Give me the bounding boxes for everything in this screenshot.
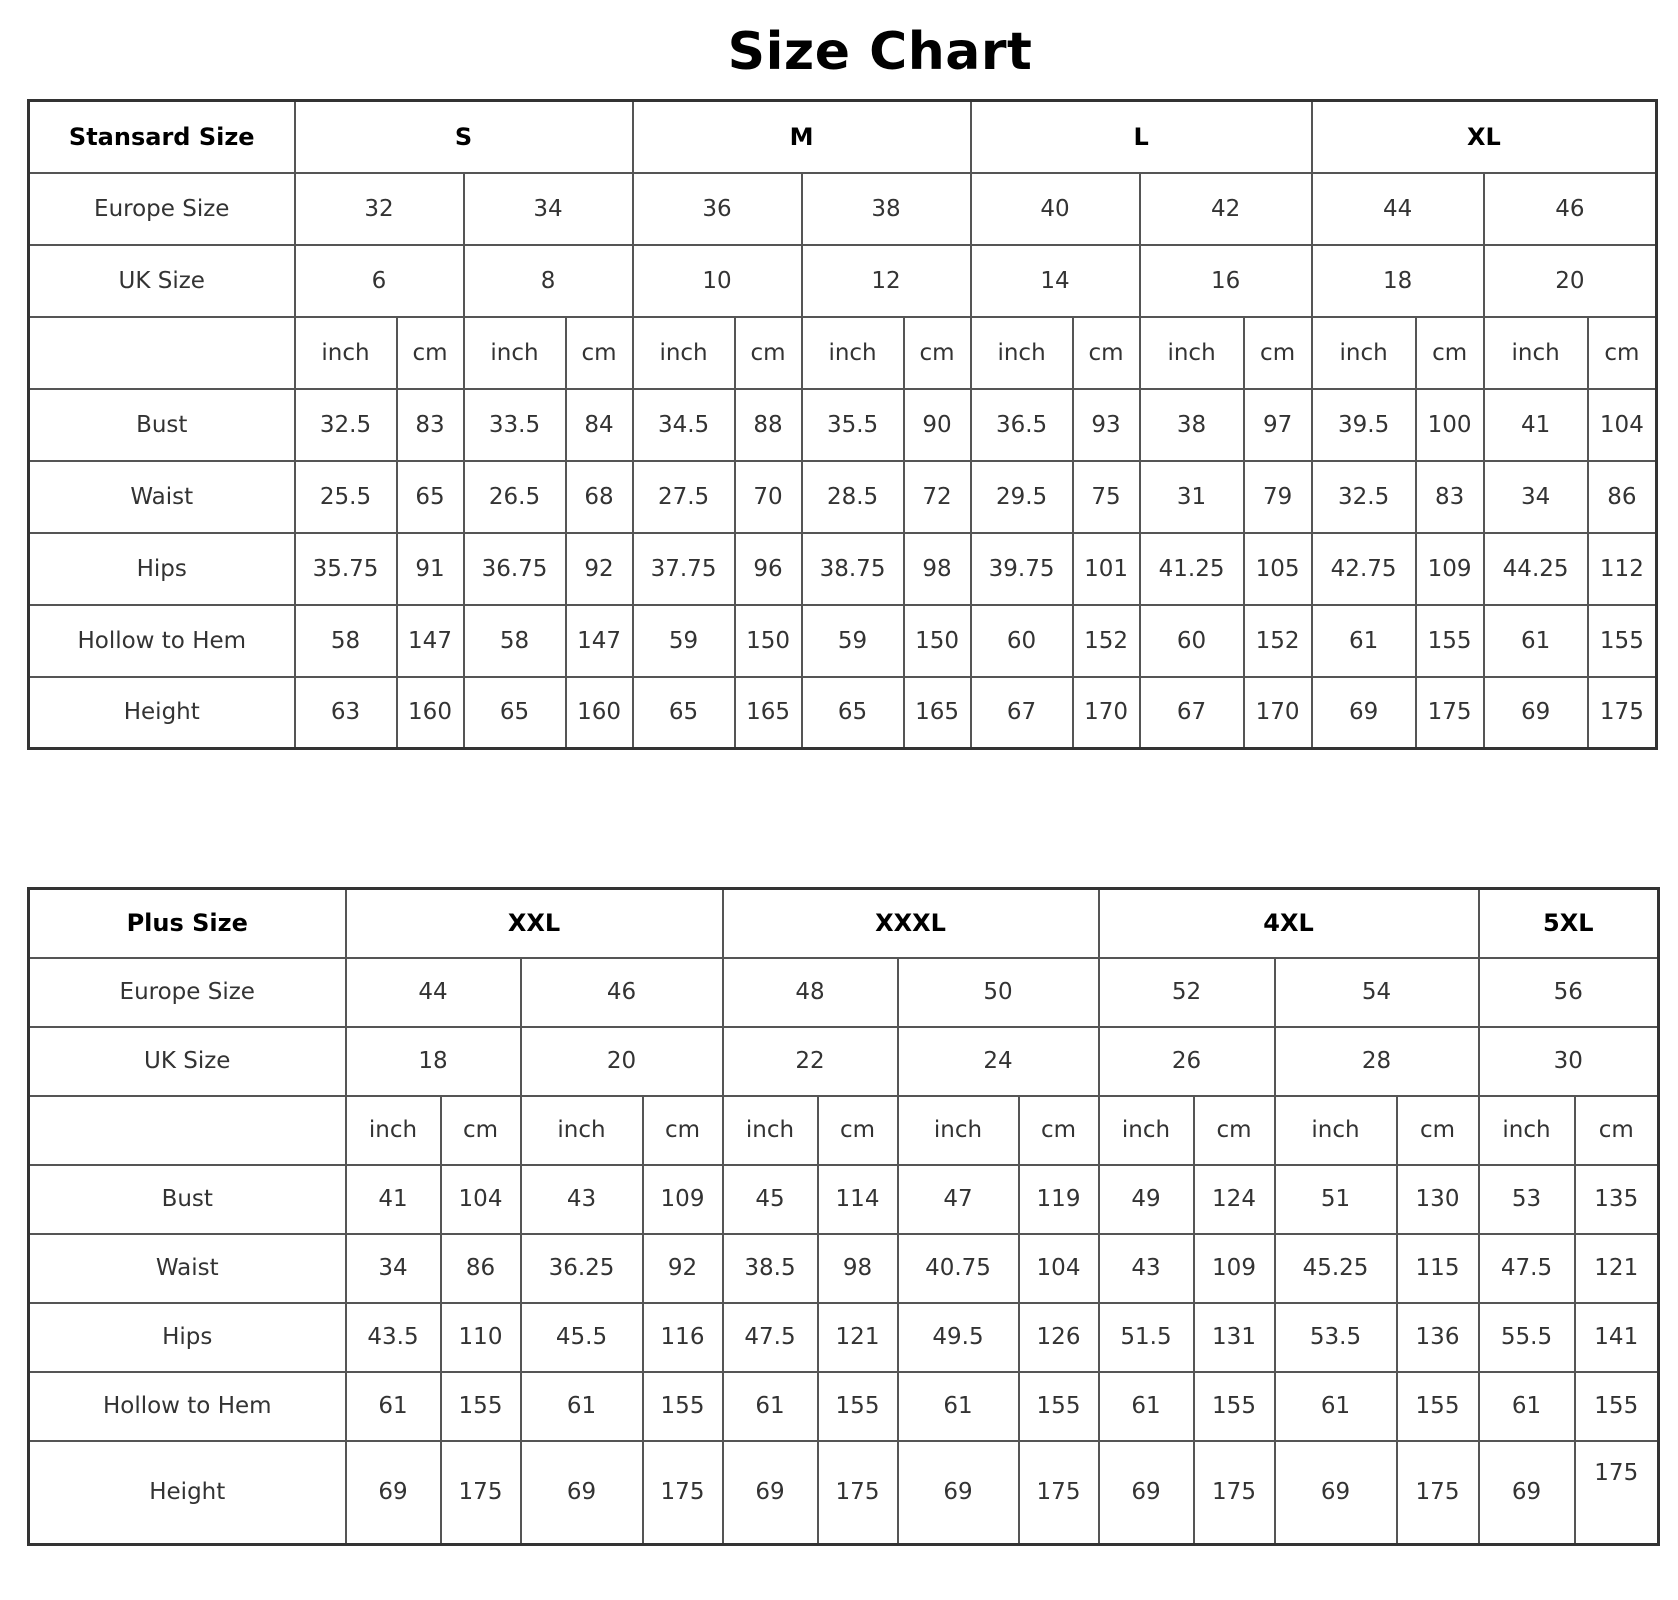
value-cell: 61 <box>1312 605 1416 677</box>
europe-size-row <box>29 173 1657 245</box>
value-cell: 100 <box>1416 389 1484 461</box>
europe-size-cell: 46 <box>1484 173 1657 245</box>
value-cell: 47 <box>898 1165 1019 1234</box>
europe-size-row <box>29 958 1659 1027</box>
value-cell: 47.5 <box>723 1303 818 1372</box>
value-cell: 41 <box>1484 389 1588 461</box>
size-header-row <box>29 889 1659 958</box>
value-cell: 126 <box>1019 1303 1099 1372</box>
value-cell: 61 <box>1099 1372 1194 1441</box>
value-cell: 88 <box>735 389 802 461</box>
value-cell: 152 <box>1244 605 1312 677</box>
unit-cell: cm <box>1397 1096 1479 1165</box>
size-label: 5XL <box>1479 889 1659 958</box>
row-label: Hips <box>29 533 295 605</box>
unit-cell: cm <box>904 317 971 389</box>
value-cell: 175 <box>1416 677 1484 749</box>
value-cell: 155 <box>643 1372 723 1441</box>
value-cell: 49.5 <box>898 1303 1019 1372</box>
row-label: Hollow to Hem <box>29 1372 346 1441</box>
value-cell: 92 <box>643 1234 723 1303</box>
value-cell: 130 <box>1397 1165 1479 1234</box>
value-cell: 61 <box>1484 605 1588 677</box>
value-cell: 43.5 <box>346 1303 441 1372</box>
unit-cell: inch <box>802 317 904 389</box>
europe-size-cell: 54 <box>1275 958 1479 1027</box>
unit-cell: inch <box>1099 1096 1194 1165</box>
value-cell: 101 <box>1073 533 1140 605</box>
value-cell: 45 <box>723 1165 818 1234</box>
value-cell: 35.5 <box>802 389 904 461</box>
value-cell: 61 <box>1479 1372 1575 1441</box>
row-label: Europe Size <box>29 958 346 1027</box>
uk-size-cell: 16 <box>1140 245 1312 317</box>
value-cell: 109 <box>1416 533 1484 605</box>
uk-size-cell: 6 <box>295 245 464 317</box>
unit-cell: cm <box>735 317 802 389</box>
standard-size-table <box>27 99 1658 750</box>
value-cell: 55.5 <box>1479 1303 1575 1372</box>
row-label: Bust <box>29 1165 346 1234</box>
value-cell: 160 <box>566 677 633 749</box>
row-label: Hips <box>29 1303 346 1372</box>
value-cell: 69 <box>1479 1441 1575 1545</box>
value-cell: 65 <box>464 677 566 749</box>
value-cell: 34 <box>346 1234 441 1303</box>
value-cell: 40.75 <box>898 1234 1019 1303</box>
row-label: Waist <box>29 461 295 533</box>
uk-size-row <box>29 245 1657 317</box>
value-cell: 104 <box>1019 1234 1099 1303</box>
europe-size-cell: 32 <box>295 173 464 245</box>
value-cell: 58 <box>295 605 397 677</box>
unit-cell: inch <box>346 1096 441 1165</box>
plus-size-table <box>27 887 1660 1546</box>
value-cell: 59 <box>802 605 904 677</box>
value-cell: 43 <box>1099 1234 1194 1303</box>
value-cell: 175 <box>441 1441 521 1545</box>
unit-cell: inch <box>295 317 397 389</box>
empty-cell <box>29 317 295 389</box>
value-cell: 83 <box>1416 461 1484 533</box>
uk-size-cell: 20 <box>521 1027 723 1096</box>
measurement-row-hollow-to-hem <box>29 605 1657 677</box>
value-cell: 53.5 <box>1275 1303 1397 1372</box>
europe-size-cell: 50 <box>898 958 1099 1027</box>
value-cell: 141 <box>1575 1303 1659 1372</box>
value-cell: 45.5 <box>521 1303 643 1372</box>
value-cell: 69 <box>346 1441 441 1545</box>
uk-size-row <box>29 1027 1659 1096</box>
value-cell: 68 <box>566 461 633 533</box>
value-cell: 69 <box>1099 1441 1194 1545</box>
value-cell: 93 <box>1073 389 1140 461</box>
measurement-row-waist <box>29 461 1657 533</box>
value-cell: 147 <box>566 605 633 677</box>
value-cell: 160 <box>397 677 464 749</box>
value-cell: 29.5 <box>971 461 1073 533</box>
unit-cell: inch <box>1312 317 1416 389</box>
measurement-row-hips <box>29 1303 1659 1372</box>
uk-size-cell: 26 <box>1099 1027 1275 1096</box>
value-cell: 37.75 <box>633 533 735 605</box>
value-cell: 155 <box>1397 1372 1479 1441</box>
value-cell: 170 <box>1244 677 1312 749</box>
value-cell: 98 <box>904 533 971 605</box>
value-cell: 165 <box>735 677 802 749</box>
value-cell: 96 <box>735 533 802 605</box>
unit-cell: inch <box>971 317 1073 389</box>
unit-cell: cm <box>1575 1096 1659 1165</box>
uk-size-cell: 22 <box>723 1027 898 1096</box>
value-cell: 36.75 <box>464 533 566 605</box>
row-label: Europe Size <box>29 173 295 245</box>
europe-size-cell: 56 <box>1479 958 1659 1027</box>
value-cell: 69 <box>1484 677 1588 749</box>
unit-cell: cm <box>1073 317 1140 389</box>
value-cell: 60 <box>971 605 1073 677</box>
uk-size-cell: 12 <box>802 245 971 317</box>
europe-size-cell: 40 <box>971 173 1140 245</box>
uk-size-cell: 10 <box>633 245 802 317</box>
size-label: XXL <box>346 889 723 958</box>
value-cell: 119 <box>1019 1165 1099 1234</box>
value-cell: 105 <box>1244 533 1312 605</box>
value-cell: 170 <box>1073 677 1140 749</box>
europe-size-cell: 42 <box>1140 173 1312 245</box>
value-cell: 175 <box>1019 1441 1099 1545</box>
value-cell: 79 <box>1244 461 1312 533</box>
value-cell: 69 <box>521 1441 643 1545</box>
header-label: Plus Size <box>29 889 346 958</box>
value-cell: 155 <box>1416 605 1484 677</box>
measurement-row-height <box>29 677 1657 749</box>
unit-cell: inch <box>1140 317 1244 389</box>
value-cell: 35.75 <box>295 533 397 605</box>
value-cell: 135 <box>1575 1165 1659 1234</box>
value-cell: 131 <box>1194 1303 1275 1372</box>
value-cell: 115 <box>1397 1234 1479 1303</box>
size-label: XL <box>1312 101 1657 173</box>
value-cell: 36.5 <box>971 389 1073 461</box>
measurement-row-hips <box>29 533 1657 605</box>
value-cell: 175 <box>1575 1441 1659 1545</box>
value-cell: 86 <box>1588 461 1657 533</box>
value-cell: 49 <box>1099 1165 1194 1234</box>
unit-cell: cm <box>441 1096 521 1165</box>
value-cell: 86 <box>441 1234 521 1303</box>
europe-size-cell: 44 <box>1312 173 1484 245</box>
size-header-row <box>29 101 1657 173</box>
uk-size-cell: 18 <box>346 1027 521 1096</box>
europe-size-cell: 52 <box>1099 958 1275 1027</box>
unit-cell: cm <box>1019 1096 1099 1165</box>
row-label: UK Size <box>29 1027 346 1096</box>
value-cell: 152 <box>1073 605 1140 677</box>
value-cell: 32.5 <box>1312 461 1416 533</box>
value-cell: 150 <box>904 605 971 677</box>
value-cell: 38.75 <box>802 533 904 605</box>
value-cell: 36.25 <box>521 1234 643 1303</box>
value-cell: 41.25 <box>1140 533 1244 605</box>
uk-size-cell: 28 <box>1275 1027 1479 1096</box>
value-cell: 53 <box>1479 1165 1575 1234</box>
unit-cell: cm <box>397 317 464 389</box>
value-cell: 75 <box>1073 461 1140 533</box>
unit-cell: inch <box>1479 1096 1575 1165</box>
value-cell: 60 <box>1140 605 1244 677</box>
uk-size-cell: 18 <box>1312 245 1484 317</box>
value-cell: 110 <box>441 1303 521 1372</box>
measurement-row-waist <box>29 1234 1659 1303</box>
value-cell: 175 <box>643 1441 723 1545</box>
row-label: UK Size <box>29 245 295 317</box>
unit-cell: cm <box>566 317 633 389</box>
value-cell: 136 <box>1397 1303 1479 1372</box>
value-cell: 31 <box>1140 461 1244 533</box>
value-cell: 116 <box>643 1303 723 1372</box>
uk-size-cell: 20 <box>1484 245 1657 317</box>
value-cell: 39.5 <box>1312 389 1416 461</box>
value-cell: 65 <box>633 677 735 749</box>
value-cell: 32.5 <box>295 389 397 461</box>
measurement-row-bust <box>29 389 1657 461</box>
value-cell: 28.5 <box>802 461 904 533</box>
value-cell: 155 <box>1019 1372 1099 1441</box>
value-cell: 69 <box>1312 677 1416 749</box>
value-cell: 58 <box>464 605 566 677</box>
value-cell: 61 <box>346 1372 441 1441</box>
size-label: 4XL <box>1099 889 1479 958</box>
value-cell: 44.25 <box>1484 533 1588 605</box>
page-title: Size Chart <box>727 22 1033 82</box>
value-cell: 147 <box>397 605 464 677</box>
uk-size-cell: 14 <box>971 245 1140 317</box>
value-cell: 112 <box>1588 533 1657 605</box>
size-label: S <box>295 101 633 173</box>
value-cell: 61 <box>1275 1372 1397 1441</box>
value-cell: 65 <box>802 677 904 749</box>
value-cell: 121 <box>818 1303 898 1372</box>
value-cell: 69 <box>1275 1441 1397 1545</box>
unit-cell: cm <box>1588 317 1657 389</box>
value-cell: 98 <box>818 1234 898 1303</box>
value-cell: 91 <box>397 533 464 605</box>
europe-size-cell: 36 <box>633 173 802 245</box>
unit-cell: cm <box>818 1096 898 1165</box>
size-label: M <box>633 101 971 173</box>
unit-row <box>29 1096 1659 1165</box>
value-cell: 47.5 <box>1479 1234 1575 1303</box>
value-cell: 42.75 <box>1312 533 1416 605</box>
value-cell: 69 <box>898 1441 1019 1545</box>
value-cell: 27.5 <box>633 461 735 533</box>
row-label: Bust <box>29 389 295 461</box>
unit-row <box>29 317 1657 389</box>
measurement-row-height <box>29 1441 1659 1545</box>
measurement-row-hollow-to-hem <box>29 1372 1659 1441</box>
value-cell: 67 <box>1140 677 1244 749</box>
uk-size-cell: 24 <box>898 1027 1099 1096</box>
value-cell: 104 <box>441 1165 521 1234</box>
uk-size-cell: 8 <box>464 245 633 317</box>
value-cell: 43 <box>521 1165 643 1234</box>
unit-cell: cm <box>1244 317 1312 389</box>
europe-size-cell: 34 <box>464 173 633 245</box>
europe-size-cell: 48 <box>723 958 898 1027</box>
row-label: Waist <box>29 1234 346 1303</box>
value-cell: 175 <box>1194 1441 1275 1545</box>
value-cell: 61 <box>898 1372 1019 1441</box>
size-label: XXXL <box>723 889 1099 958</box>
europe-size-cell: 46 <box>521 958 723 1027</box>
value-cell: 33.5 <box>464 389 566 461</box>
value-cell: 175 <box>1397 1441 1479 1545</box>
value-cell: 67 <box>971 677 1073 749</box>
measurement-row-bust <box>29 1165 1659 1234</box>
value-cell: 114 <box>818 1165 898 1234</box>
unit-cell: inch <box>464 317 566 389</box>
value-cell: 70 <box>735 461 802 533</box>
value-cell: 34.5 <box>633 389 735 461</box>
unit-cell: cm <box>643 1096 723 1165</box>
value-cell: 165 <box>904 677 971 749</box>
value-cell: 175 <box>818 1441 898 1545</box>
value-cell: 25.5 <box>295 461 397 533</box>
value-cell: 72 <box>904 461 971 533</box>
value-cell: 92 <box>566 533 633 605</box>
value-cell: 121 <box>1575 1234 1659 1303</box>
value-cell: 155 <box>1588 605 1657 677</box>
value-cell: 84 <box>566 389 633 461</box>
europe-size-cell: 44 <box>346 958 521 1027</box>
unit-cell: inch <box>1484 317 1588 389</box>
value-cell: 69 <box>723 1441 818 1545</box>
unit-cell: inch <box>633 317 735 389</box>
value-cell: 51 <box>1275 1165 1397 1234</box>
value-cell: 38 <box>1140 389 1244 461</box>
value-cell: 34 <box>1484 461 1588 533</box>
unit-cell: inch <box>898 1096 1019 1165</box>
unit-cell: inch <box>1275 1096 1397 1165</box>
row-label: Height <box>29 677 295 749</box>
row-label: Hollow to Hem <box>29 605 295 677</box>
value-cell: 124 <box>1194 1165 1275 1234</box>
value-cell: 109 <box>643 1165 723 1234</box>
value-cell: 90 <box>904 389 971 461</box>
value-cell: 175 <box>1588 677 1657 749</box>
value-cell: 155 <box>818 1372 898 1441</box>
value-cell: 63 <box>295 677 397 749</box>
value-cell: 155 <box>1575 1372 1659 1441</box>
row-label: Height <box>29 1441 346 1545</box>
unit-cell: inch <box>521 1096 643 1165</box>
value-cell: 45.25 <box>1275 1234 1397 1303</box>
value-cell: 41 <box>346 1165 441 1234</box>
unit-cell: cm <box>1194 1096 1275 1165</box>
value-cell: 39.75 <box>971 533 1073 605</box>
value-cell: 97 <box>1244 389 1312 461</box>
value-cell: 104 <box>1588 389 1657 461</box>
value-cell: 150 <box>735 605 802 677</box>
value-cell: 61 <box>723 1372 818 1441</box>
value-cell: 155 <box>441 1372 521 1441</box>
value-cell: 59 <box>633 605 735 677</box>
value-cell: 61 <box>521 1372 643 1441</box>
unit-cell: cm <box>1416 317 1484 389</box>
unit-cell: inch <box>723 1096 818 1165</box>
value-cell: 38.5 <box>723 1234 818 1303</box>
size-label: L <box>971 101 1312 173</box>
value-cell: 155 <box>1194 1372 1275 1441</box>
value-cell: 65 <box>397 461 464 533</box>
value-cell: 83 <box>397 389 464 461</box>
value-cell: 26.5 <box>464 461 566 533</box>
europe-size-cell: 38 <box>802 173 971 245</box>
value-cell: 109 <box>1194 1234 1275 1303</box>
empty-cell <box>29 1096 346 1165</box>
header-label: Stansard Size <box>29 101 295 173</box>
uk-size-cell: 30 <box>1479 1027 1659 1096</box>
value-cell: 51.5 <box>1099 1303 1194 1372</box>
